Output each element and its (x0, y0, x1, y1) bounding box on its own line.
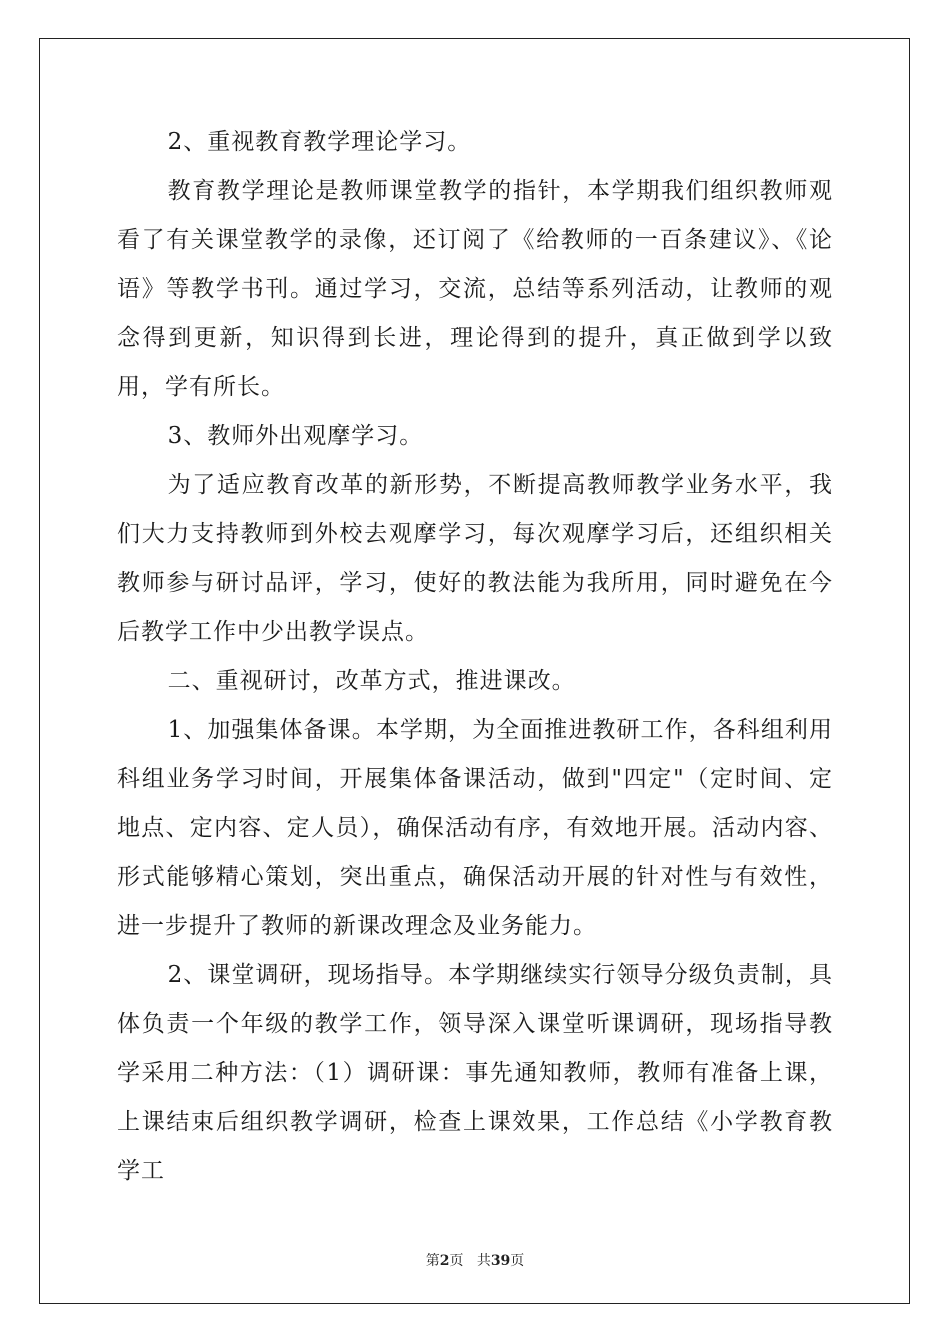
footer-total-prefix: 共 (476, 1253, 491, 1269)
total-page-count: 39 (490, 1253, 511, 1269)
section-heading: 3、教师外出观摩学习。 (167, 423, 424, 449)
footer-page-suffix: 页 (449, 1253, 464, 1269)
footer-total-suffix: 页 (510, 1253, 525, 1269)
section-heading: 2、重视教育教学理论学习。 (167, 129, 472, 155)
footer-prefix: 第 (425, 1253, 440, 1269)
page-footer (0, 1250, 950, 1270)
body-paragraph: 1、加强集体备课。本学期，为全面推进教研工作，各科组利用科组业务学习时间，开展集体备课活动，做到"四定"（定时间、定地点、定内容、定人员），确保活动有序，有效地开展。活动内容、形式能够精心策划，突出重点，确保活动开展的针对性与有效性，进一步提升了教师的新课改理念及业务能力。 (117, 717, 833, 939)
body-paragraph: 2、课堂调研，现场指导。本学期继续实行领导分级负责制，具体负责一个年级的教学工作，领导深入课堂听课调研，现场指导教学采用二种方法：（1）调研课：事先通知教师，教师有准备上课，上课结束后组织教学调研，检查上课效果，工作总结《小学教育教学工 (117, 962, 833, 1184)
section-heading: 二、重视研讨，改革方式，推进课改。 (167, 668, 576, 694)
body-paragraph: 教育教学理论是教师课堂教学的指针，本学期我们组织教师观看了有关课堂教学的录像，还订阅了《给教师的一百条建议》、《论语》等教学书刊。通过学习，交流，总结等系列活动，让教师的观念得到更新，知识得到长进，理论得到的提升，真正做到学以致用，学有所长。 (117, 178, 833, 400)
document-body (117, 118, 833, 1196)
body-paragraph: 为了适应教育改革的新形势，不断提高教师教学业务水平，我们大力支持教师到外校去观摩学习，每次观摩学习后，还组织相关教师参与研讨品评，学习，使好的教法能为我所用，同时避免在今后教学工作中少出教学误点。 (117, 472, 833, 645)
current-page-number: 2 (439, 1253, 450, 1269)
